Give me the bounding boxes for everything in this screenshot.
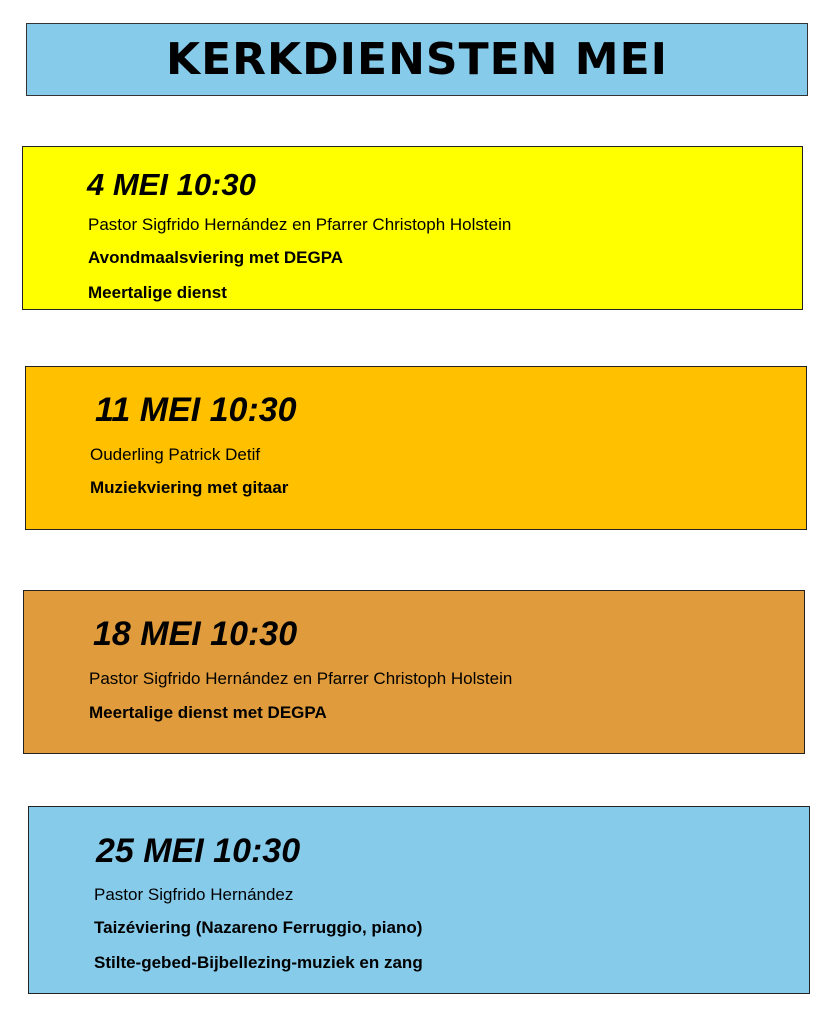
service-date: 11 MEI 10:30: [95, 391, 297, 429]
service-date: 25 MEI 10:30: [96, 832, 301, 870]
service-detail: Avondmaalsviering met DEGPA: [88, 248, 344, 267]
service-card-2: [25, 366, 807, 530]
service-detail: Meertalige dienst: [88, 283, 227, 302]
service-leader: Ouderling Patrick Detif: [90, 445, 261, 464]
title-banner: [26, 23, 808, 96]
service-date: 18 MEI 10:30: [93, 615, 298, 653]
page-title: KERKDIENSTEN MEI: [165, 33, 669, 85]
service-detail: Taizéviering (Nazareno Ferruggio, piano): [94, 918, 423, 937]
service-card-1: [22, 146, 803, 310]
service-detail: Muziekviering met gitaar: [90, 478, 289, 497]
service-leader: Pastor Sigfrido Hernández en Pfarrer Christoph Holstein: [88, 215, 512, 234]
service-detail: Stilte-gebed-Bijbellezing-muziek en zang: [94, 953, 423, 972]
service-detail: Meertalige dienst met DEGPA: [89, 703, 327, 722]
service-leader: Pastor Sigfrido Hernández: [94, 885, 294, 904]
service-card-4: [28, 806, 810, 994]
service-leader: Pastor Sigfrido Hernández en Pfarrer Christoph Holstein: [89, 669, 513, 688]
service-card-3: [23, 590, 805, 754]
service-date: 4 MEI 10:30: [87, 167, 256, 202]
